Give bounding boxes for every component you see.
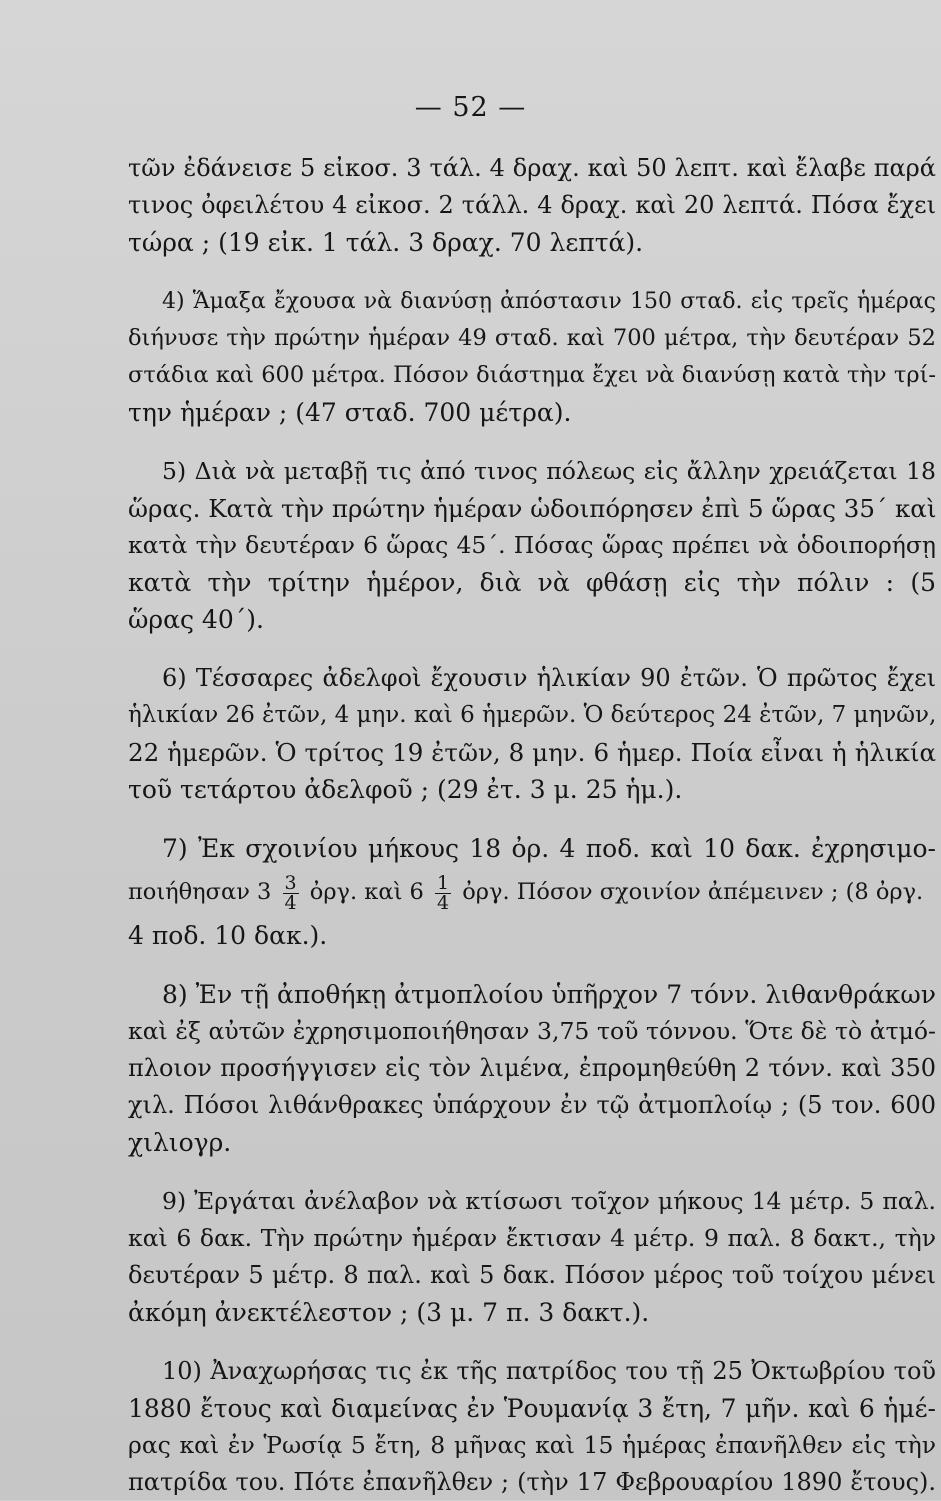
text-line: πατρίδα του. Πότε ἐπανῆλθεν ; (τὴν 17 Φεβρουαρίου 1890 ἔτους). xyxy=(128,1468,936,1496)
page-text xyxy=(128,150,936,1501)
text-line: καὶ 6 δακ. Τὴν πρώτην ἡμέραν ἔκτισαν 4 μέτρ. 9 παλ. 8 δακτ., τὴν xyxy=(128,1224,936,1252)
text-line: ὥρας. Κατὰ τὴν πρώτην ἡμέραν ὡδοιπόρησεν ἐπὶ 5 ὥρας 35΄ καὶ xyxy=(128,494,937,523)
text-line: στάδια καὶ 600 μέτρα. Πόσον διάστημα ἔχει νὰ διανύσῃ κατὰ τὴν τρί- xyxy=(128,362,936,388)
text-line: ρας καὶ ἐν Ῥωσίᾳ 5 ἔτη, 8 μῆνας καὶ 15 ἡμέρας ἐπανῆλθεν εἰς τὴν xyxy=(128,1431,936,1459)
text-line: ὥρας 40΄). xyxy=(128,605,264,634)
problem-3-continuation xyxy=(128,150,936,261)
text-line: τοῦ τετάρτου ἀδελφοῦ ; (29 ἐτ. 3 μ. 25 ἡμ.). xyxy=(128,775,683,804)
text-line: 8) Ἐν τῇ ἀποθήκῃ ἀτμοπλοίου ὑπῆρχον 7 τόνν. λιθανθράκων xyxy=(162,980,936,1009)
problem-9 xyxy=(128,1183,936,1331)
text-segment: ποιήθησαν 3 xyxy=(128,879,272,905)
text-line: τινος ὀφειλέτου 4 εἰκοσ. 2 τάλλ. 4 δραχ. καὶ 20 λεπτά. Πόσα ἔχει xyxy=(128,191,936,219)
text-line: 4 ποδ. 10 δακ.). xyxy=(128,921,328,950)
text-line: 7) Ἐκ σχοινίου μήκους 18 ὀρ. 4 ποδ. καὶ 10 δακ. ἐχρησιμο- xyxy=(162,834,936,863)
text-line: χιλιογρ. xyxy=(128,1128,232,1157)
fraction-denominator: 4 xyxy=(284,891,297,914)
text-line: πλοιον προσήγγισεν εἰς τὸν λιμένα, ἐπρομηθεύθη 2 τόνν. καὶ 350 xyxy=(128,1054,936,1082)
problem-10 xyxy=(128,1353,936,1501)
problem-8 xyxy=(128,976,936,1161)
text-line: 5) Διὰ νὰ μεταβῇ τις ἀπό τινος πόλεως εἰς ἄλλην χρειάζεται 18 xyxy=(162,457,936,485)
text-line-with-fractions xyxy=(128,867,936,917)
fraction-numerator: 3 xyxy=(284,871,297,894)
text-line: 9) Ἐργάται ἀνέλαβον νὰ κτίσωσι τοῖχον μήκους 14 μέτρ. 5 παλ. xyxy=(162,1187,936,1215)
fraction-three-quarters xyxy=(283,871,299,914)
text-line: 6) Τέσσαρες ἀδελφοὶ ἔχουσιν ἡλικίαν 90 ἐτῶν. Ὁ πρῶτος ἔχει xyxy=(162,664,936,692)
problem-4 xyxy=(128,283,936,431)
text-line: κατὰ τὴν δευτέραν 6 ὥρας 45΄. Πόσας ὥρας πρέπει νὰ ὁδοιπορήσῃ xyxy=(128,531,936,559)
text-line: την ἡμέραν ; (47 σταδ. 700 μέτρα). xyxy=(128,398,572,427)
text-line: 4) Ἅμαξα ἔχουσα νὰ διανύσῃ ἀπόστασιν 150 σταδ. εἰς τρεῖς ἡμέρας xyxy=(162,289,936,314)
text-line: καὶ ἐξ αὐτῶν ἐχρησιμοποιήθησαν 3,75 τοῦ τόννου. Ὅτε δὲ τὸ ἀτμό- xyxy=(128,1017,936,1045)
text-line: 22 ἡμερῶν. Ὁ τρίτος 19 ἐτῶν, 8 μην. 6 ἡμερ. Ποία εἶναι ἡ ἡλικία xyxy=(128,738,936,767)
fraction-numerator: 1 xyxy=(437,871,450,894)
text-line: ἀκόμη ἀνεκτέλεστον ; (3 μ. 7 π. 3 δακτ.). xyxy=(128,1298,650,1327)
page-number: — 52 — xyxy=(414,92,527,123)
text-line: 1880 ἔτους καὶ διαμείνας ἐν Ῥουμανίᾳ 3 ἔτη, 7 μῆν. καὶ 6 ἡμέ- xyxy=(128,1394,936,1423)
problem-6 xyxy=(128,660,936,808)
problem-7 xyxy=(128,830,936,954)
problem-5 xyxy=(128,453,936,638)
text-line: διήνυσε τὴν πρώτην ἡμέραν 49 σταδ. καὶ 700 μέτρα, τὴν δευτέραν 52 xyxy=(128,325,936,351)
text-segment: ὀργ. Πόσον σχοινίον ἀπέμεινεν ; (8 ὀργ. xyxy=(462,879,924,905)
text-line: δευτέραν 5 μέτρ. 8 παλ. καὶ 5 δακ. Πόσον μέρος τοῦ τοίχου μένει xyxy=(128,1261,936,1289)
text-line: τῶν ἐδάνεισε 5 εἰκοσ. 3 τάλ. 4 δραχ. καὶ 50 λεπτ. καὶ ἔλαβε παρά xyxy=(128,154,936,182)
fraction-one-quarter xyxy=(435,871,451,914)
fraction-denominator: 4 xyxy=(437,891,450,914)
text-segment: ὀργ. καὶ 6 xyxy=(309,879,424,905)
text-line: ἡλικίαν 26 ἐτῶν, 4 μην. καὶ 6 ἡμερῶν. Ὁ δεύτερος 24 ἐτῶν, 7 μηνῶν, xyxy=(128,702,937,728)
text-line: κατὰ τὴν τρίτην ἡμέρον, διὰ νὰ φθάσῃ εἰς τὴν πόλιν : (5 xyxy=(128,568,936,597)
text-line: τώρα ; (19 εἰκ. 1 τάλ. 3 δραχ. 70 λεπτά). xyxy=(128,228,644,257)
text-line: 10) Ἀναχωρήσας τις ἐκ τῆς πατρίδος του τῇ 25 Ὀκτωβρίου τοῦ xyxy=(162,1357,936,1385)
text-line: χιλ. Πόσοι λιθάνθρακες ὑπάρχουν ἐν τῷ ἀτμοπλοίῳ ; (5 τον. 600 xyxy=(128,1091,936,1119)
